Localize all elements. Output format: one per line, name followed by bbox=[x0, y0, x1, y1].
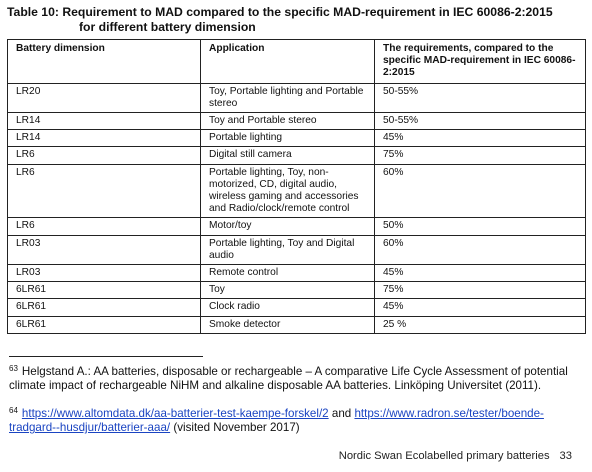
cell-application: Digital still camera bbox=[201, 147, 375, 164]
table-row bbox=[8, 130, 586, 147]
cell-dimension: 6LR61 bbox=[8, 316, 201, 333]
caption-line-1: Table 10: Requirement to MAD compared to the specific MAD-requirement in IEC 60086-2:2015 bbox=[7, 5, 553, 19]
cell-dimension: 6LR61 bbox=[8, 282, 201, 299]
cell-requirement: 45% bbox=[375, 130, 586, 147]
cell-application: Portable lighting, Toy, non-motorized, CD, digital audio, wireless gaming and accessories and Radio/clock/remote control bbox=[201, 164, 375, 218]
cell-dimension: LR6 bbox=[8, 164, 201, 218]
table-row bbox=[8, 83, 586, 112]
table-row bbox=[8, 265, 586, 282]
cell-dimension: LR6 bbox=[8, 147, 201, 164]
requirements-table bbox=[7, 39, 586, 334]
page-number: 33 bbox=[559, 450, 572, 462]
cell-dimension: LR03 bbox=[8, 265, 201, 282]
footnote-63 bbox=[9, 362, 579, 393]
cell-requirement: 45% bbox=[375, 265, 586, 282]
cell-dimension: LR20 bbox=[8, 83, 201, 112]
table-row bbox=[8, 282, 586, 299]
cell-requirement: 50% bbox=[375, 218, 586, 235]
table-row bbox=[8, 164, 586, 218]
cell-application: Smoke detector bbox=[201, 316, 375, 333]
cell-dimension: LR03 bbox=[8, 235, 201, 264]
cell-dimension: LR14 bbox=[8, 130, 201, 147]
footnote-64-link-radron[interactable]: https://www.radron.se/tester/boende-tradgard--husdjur/batterier-aaa/ bbox=[9, 407, 544, 435]
cell-dimension: 6LR61 bbox=[8, 299, 201, 316]
cell-application: Motor/toy bbox=[201, 218, 375, 235]
cell-application: Clock radio bbox=[201, 299, 375, 316]
cell-dimension: LR6 bbox=[8, 218, 201, 235]
caption-line-2: for different battery dimension bbox=[79, 20, 256, 34]
cell-application: Portable lighting bbox=[201, 130, 375, 147]
cell-requirement: 75% bbox=[375, 147, 586, 164]
cell-requirement: 50-55% bbox=[375, 83, 586, 112]
table-row bbox=[8, 316, 586, 333]
cell-application: Remote control bbox=[201, 265, 375, 282]
footnote-64-and: and bbox=[331, 407, 352, 420]
footnote-64-link-altomdata[interactable]: https://www.altomdata.dk/aa-batterier-test-kaempe-forskel/2 bbox=[21, 407, 329, 420]
cell-requirement: 60% bbox=[375, 164, 586, 218]
table-caption bbox=[7, 5, 582, 35]
table-row bbox=[8, 113, 586, 130]
cell-application: Toy and Portable stereo bbox=[201, 113, 375, 130]
cell-requirement: 60% bbox=[375, 235, 586, 264]
page-footer bbox=[339, 450, 572, 463]
footnote-63-number: 63 bbox=[9, 364, 18, 373]
footer-title: Nordic Swan Ecolabelled primary batteries bbox=[338, 450, 550, 462]
cell-requirement: 50-55% bbox=[375, 113, 586, 130]
table-row bbox=[8, 147, 586, 164]
cell-requirement: 45% bbox=[375, 299, 586, 316]
footnote-63-text: Helgstand A.: AA batteries, disposable or rechargeable – A comparative Life Cycle Assessment of potential climate impact of rechargeable NiHM and alkaline disposable AA batteries. Linköping Universitet (2011). bbox=[9, 365, 568, 393]
table-row bbox=[8, 299, 586, 316]
table-row bbox=[8, 218, 586, 235]
footnote-64 bbox=[9, 404, 579, 435]
cell-application: Toy bbox=[201, 282, 375, 299]
header-requirement: The requirements, compared to the specific MAD-requirement in IEC 60086-2:2015 bbox=[375, 40, 586, 84]
table-header-row bbox=[8, 40, 586, 84]
cell-requirement: 75% bbox=[375, 282, 586, 299]
cell-application: Portable lighting, Toy and Digital audio bbox=[201, 235, 375, 264]
footnote-64-number: 64 bbox=[9, 406, 18, 415]
header-application: Application bbox=[201, 40, 375, 84]
header-battery-dimension: Battery dimension bbox=[8, 40, 201, 84]
footnote-separator bbox=[9, 356, 203, 357]
cell-requirement: 25 % bbox=[375, 316, 586, 333]
table-row bbox=[8, 235, 586, 264]
cell-application: Toy, Portable lighting and Portable stereo bbox=[201, 83, 375, 112]
cell-dimension: LR14 bbox=[8, 113, 201, 130]
footnote-64-tail: (visited November 2017) bbox=[173, 421, 300, 435]
